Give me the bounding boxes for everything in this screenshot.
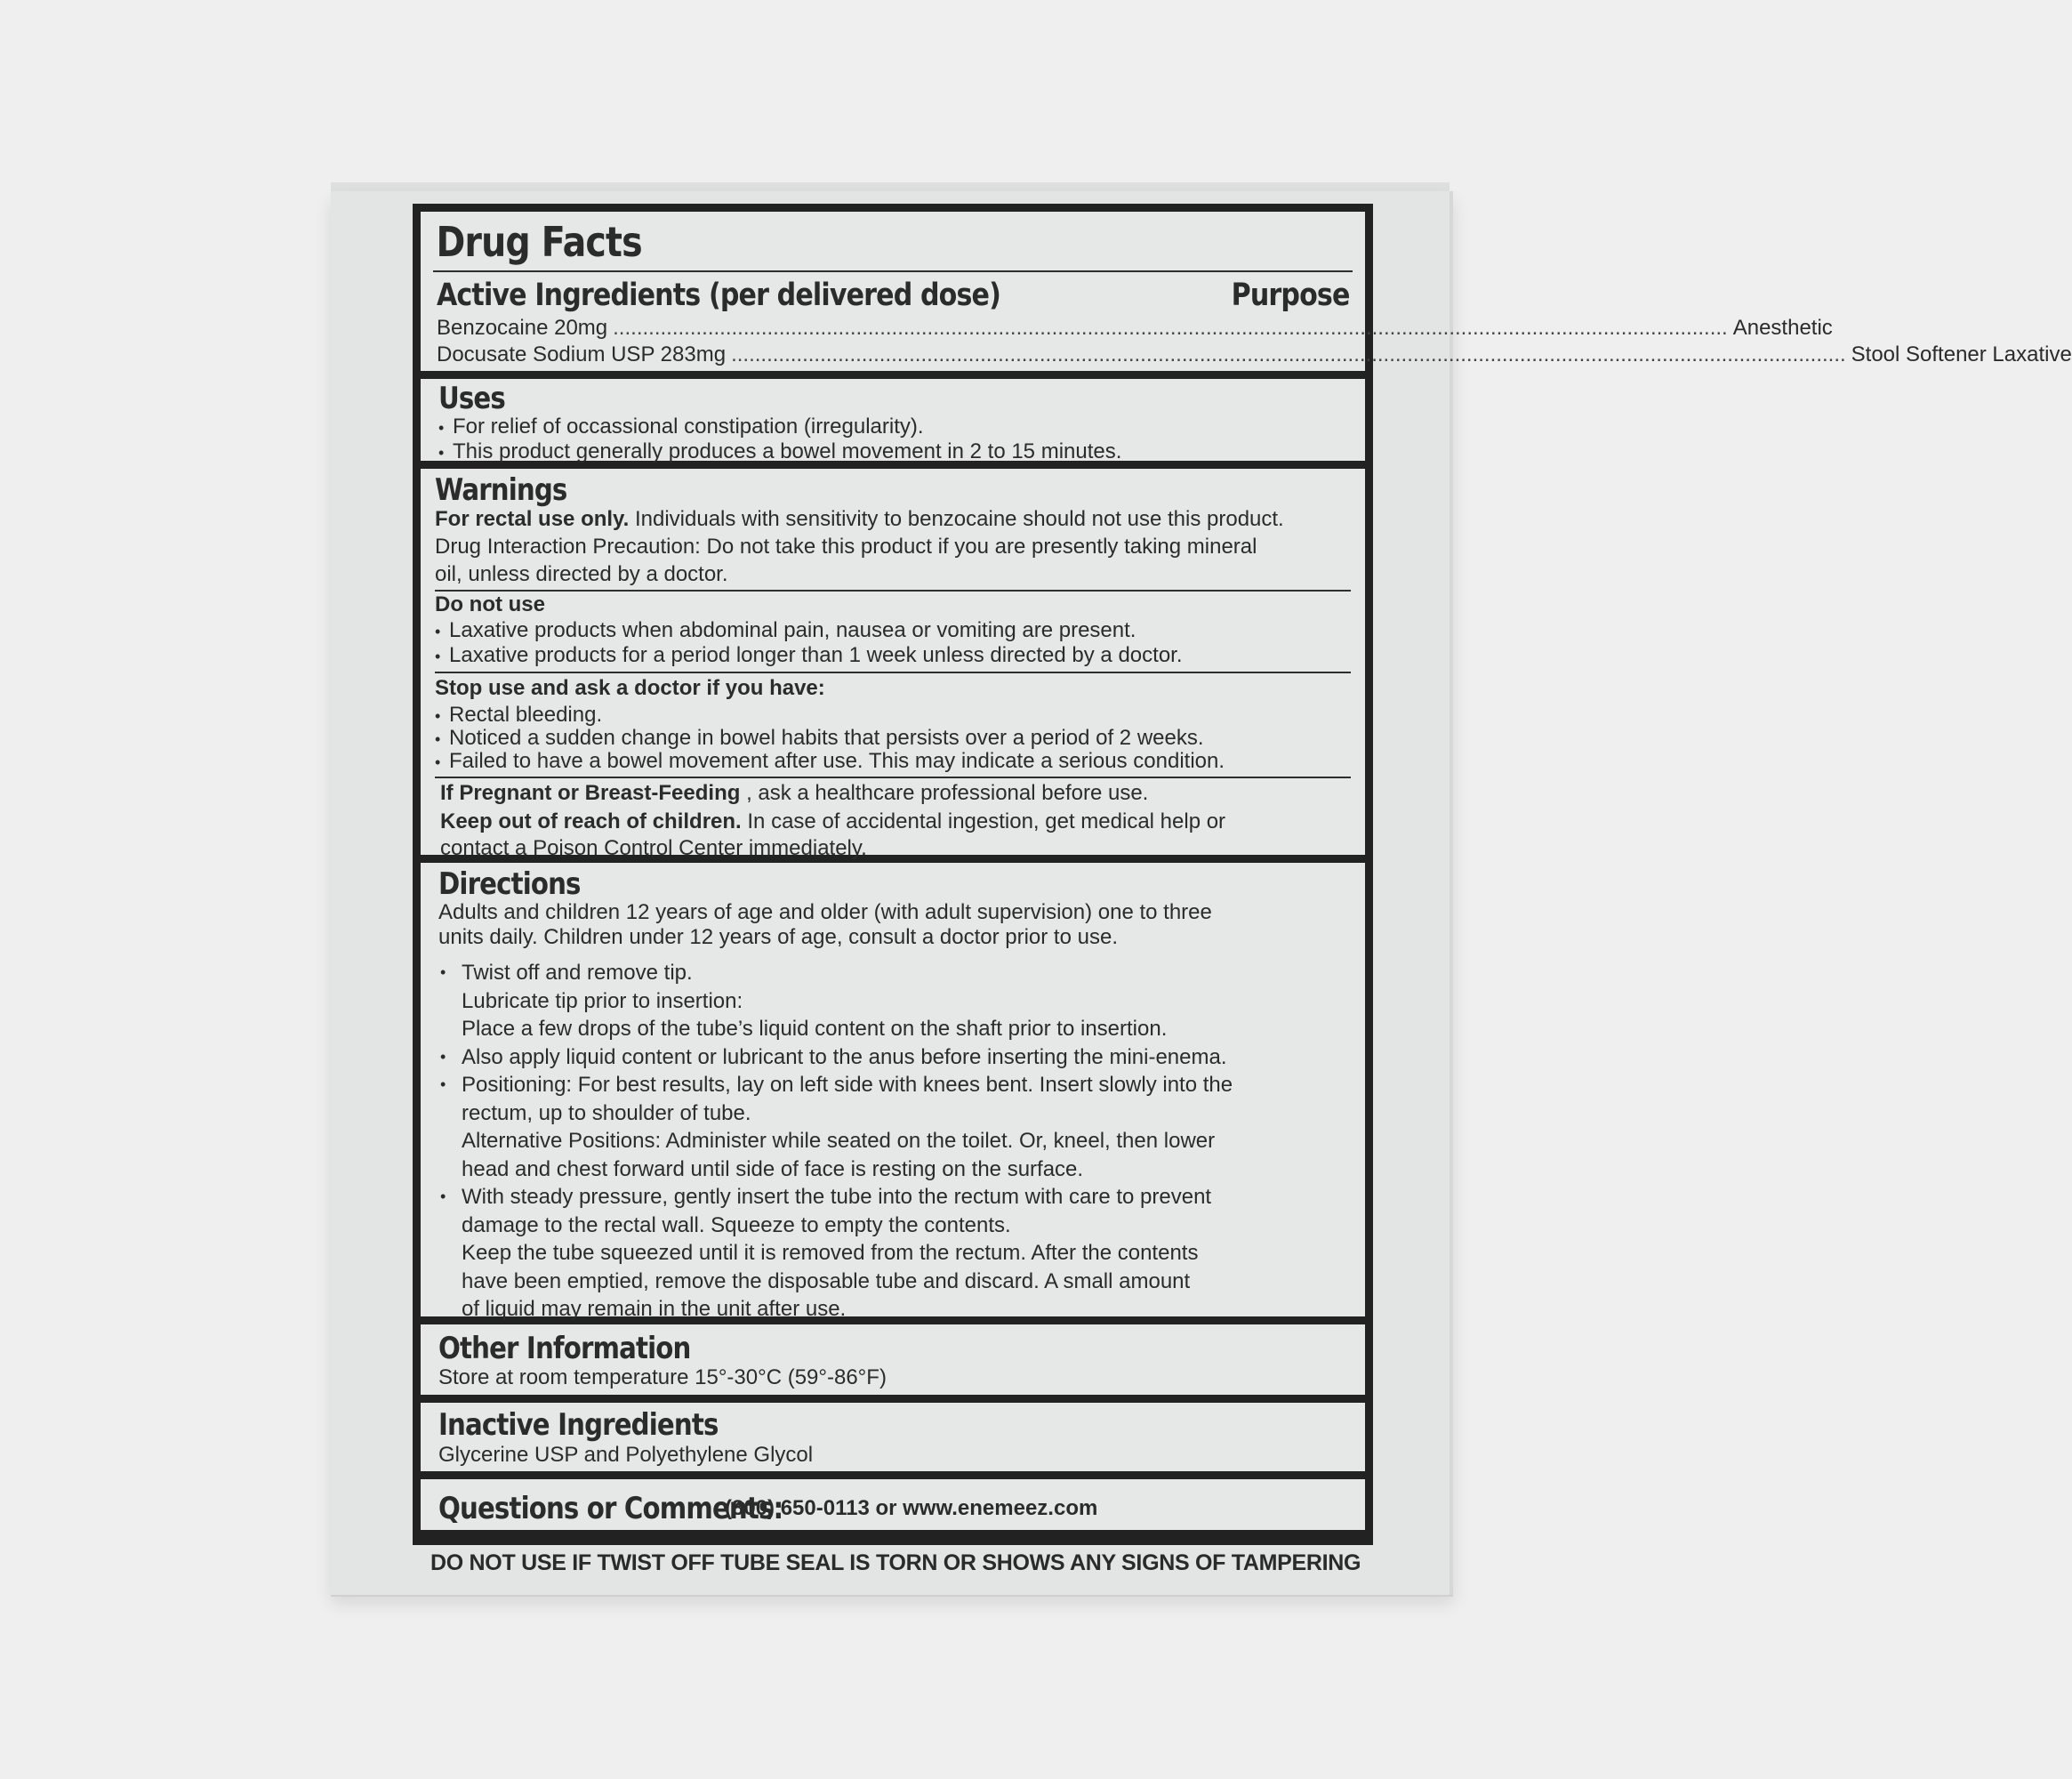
- direction-text: damage to the rectal wall. Squeeze to empty the contents.: [462, 1212, 1011, 1237]
- directions-section: [421, 863, 1365, 1321]
- direction-text: Alternative Positions: Administer while seated on the toilet. Or, kneel, then lower: [462, 1129, 1216, 1153]
- direction-text: rectum, up to shoulder of tube.: [462, 1100, 751, 1125]
- drug-facts-panel: [413, 204, 2072, 1545]
- direction-line: [438, 987, 1345, 1016]
- list-item: • Failed to have a bowel movement after use. This may indicate a serious condition.: [435, 750, 1351, 773]
- direction-line: [438, 1239, 1345, 1268]
- warnings-heading: Warnings: [435, 472, 567, 508]
- dot-leader: ............................................................................................................................................................................................: [731, 342, 1846, 366]
- list-item: • Noticed a sudden change in bowel habits that persists over a period of 2 weeks.: [435, 727, 1351, 750]
- inactive-ingredients-section: [421, 1403, 1365, 1471]
- ingredient-purpose: Stool Softener Laxative: [1851, 342, 2072, 366]
- other-information-section: [421, 1324, 1365, 1395]
- children-label: Keep out of reach of children.: [440, 809, 742, 833]
- direction-line: [438, 1268, 1345, 1296]
- ingredient-name: Benzocaine 20mg: [437, 316, 608, 340]
- other-information-heading: Other Information: [438, 1331, 691, 1366]
- interaction-text: oil, unless directed by a doctor.: [435, 562, 728, 586]
- direction-line: [438, 1127, 1345, 1155]
- rectal-use-label: For rectal use only.: [435, 507, 630, 531]
- uses-section: [421, 379, 1365, 461]
- list-item: • Rectal bleeding.: [435, 704, 1351, 727]
- directions-intro: Adults and children 12 years of age and older (with adult supervision) one to three: [438, 900, 1212, 924]
- interaction-text: Drug Interaction Precaution: Do not take this product if you are presently taking mineral: [435, 535, 1257, 559]
- direction-text: Positioning: For best results, lay on left side with knees bent. Insert slowly into the: [462, 1073, 1233, 1097]
- inactive-ingredients-heading: Inactive Ingredients: [438, 1407, 719, 1443]
- bullet-icon: •: [440, 1047, 446, 1066]
- questions-section: [421, 1479, 1365, 1530]
- uses-heading: Uses: [438, 381, 505, 416]
- bullet-icon: •: [440, 963, 446, 981]
- direction-line: [438, 1043, 1345, 1072]
- dot-leader: ............................................................................................................................................................................................: [613, 316, 1728, 340]
- direction-line: [438, 959, 1345, 987]
- warnings-section: [421, 469, 1365, 860]
- direction-line: [438, 1155, 1345, 1184]
- ingredient-row: [433, 342, 2072, 368]
- children-text: contact a Poison Control Center immediately.: [440, 836, 867, 860]
- direction-line: [438, 1015, 1345, 1043]
- ingredient-name: Docusate Sodium USP 283mg: [437, 342, 727, 366]
- bullet-icon: •: [440, 1187, 446, 1205]
- direction-text: head and chest forward until side of face is resting on the surface.: [462, 1156, 1084, 1181]
- direction-text: have been emptied, remove the disposable tube and discard. A small amount: [462, 1268, 1191, 1293]
- questions-heading: Questions or Comments:: [438, 1490, 783, 1526]
- direction-text: of liquid may remain in the unit after use.: [462, 1297, 847, 1321]
- contact-info: (800) 650-0113 or www.enemeez.com: [725, 1495, 1098, 1520]
- drug-facts-title: Drug Facts: [436, 218, 642, 266]
- inactive-ingredients-text: Glycerine USP and Polyethylene Glycol: [438, 1443, 814, 1467]
- directions-heading: Directions: [438, 866, 581, 902]
- do-not-use-heading: Do not use: [435, 592, 545, 616]
- tamper-warning: DO NOT USE IF TWIST OFF TUBE SEAL IS TORN OR SHOWS ANY SIGNS OF TAMPERING: [430, 1550, 1361, 1575]
- bullet-icon: •: [440, 1075, 446, 1093]
- direction-text: Keep the tube squeezed until it is removed from the rectum. After the contents: [462, 1241, 1199, 1265]
- active-ingredients-heading: Active Ingredients (per delivered dose): [437, 278, 1001, 313]
- direction-line: [438, 1183, 1345, 1211]
- direction-text: Place a few drops of the tube’s liquid content on the shaft prior to insertion.: [462, 1017, 1168, 1041]
- rectal-use-text: Individuals with sensitivity to benzocaine should not use this product.: [634, 507, 1284, 531]
- pregnant-label: If Pregnant or Breast-Feeding: [440, 781, 741, 805]
- active-ingredients-section: [421, 212, 2072, 371]
- directions-steps: [438, 959, 1345, 1324]
- direction-line: [438, 1295, 1345, 1324]
- list-item: • Laxative products for a period longer than 1 week unless directed by a doctor.: [435, 643, 1351, 668]
- direction-text: Twist off and remove tip.: [462, 961, 693, 985]
- purpose-heading: Purpose: [1231, 278, 1349, 313]
- list-item: • For relief of occassional constipation (irregularity).: [438, 415, 1347, 439]
- storage-text: Store at room temperature 15°-30°C (59°-86°F): [438, 1365, 887, 1389]
- ingredient-purpose: Anesthetic: [1732, 316, 1833, 340]
- children-text: In case of accidental ingestion, get medical help or: [747, 809, 1226, 833]
- direction-line: [438, 1099, 1345, 1128]
- title-divider: [433, 270, 1353, 272]
- direction-line: [438, 1211, 1345, 1240]
- ingredient-row: [433, 315, 1833, 342]
- stop-use-heading: Stop use and ask a doctor if you have:: [435, 676, 825, 700]
- direction-text: Lubricate tip prior to insertion:: [462, 988, 743, 1013]
- list-item: • This product generally produces a bowel movement in 2 to 15 minutes.: [438, 439, 1347, 464]
- list-item: • Laxative products when abdominal pain, nausea or vomiting are present.: [435, 618, 1351, 643]
- pregnant-text: , ask a healthcare professional before use.: [746, 781, 1149, 805]
- direction-text: With steady pressure, gently insert the tube into the rectum with care to prevent: [462, 1185, 1212, 1209]
- direction-text: Also apply liquid content or lubricant to the anus before inserting the mini-enema.: [462, 1044, 1227, 1069]
- direction-line: [438, 1071, 1345, 1099]
- directions-intro: units daily. Children under 12 years of age, consult a doctor prior to use.: [438, 925, 1118, 949]
